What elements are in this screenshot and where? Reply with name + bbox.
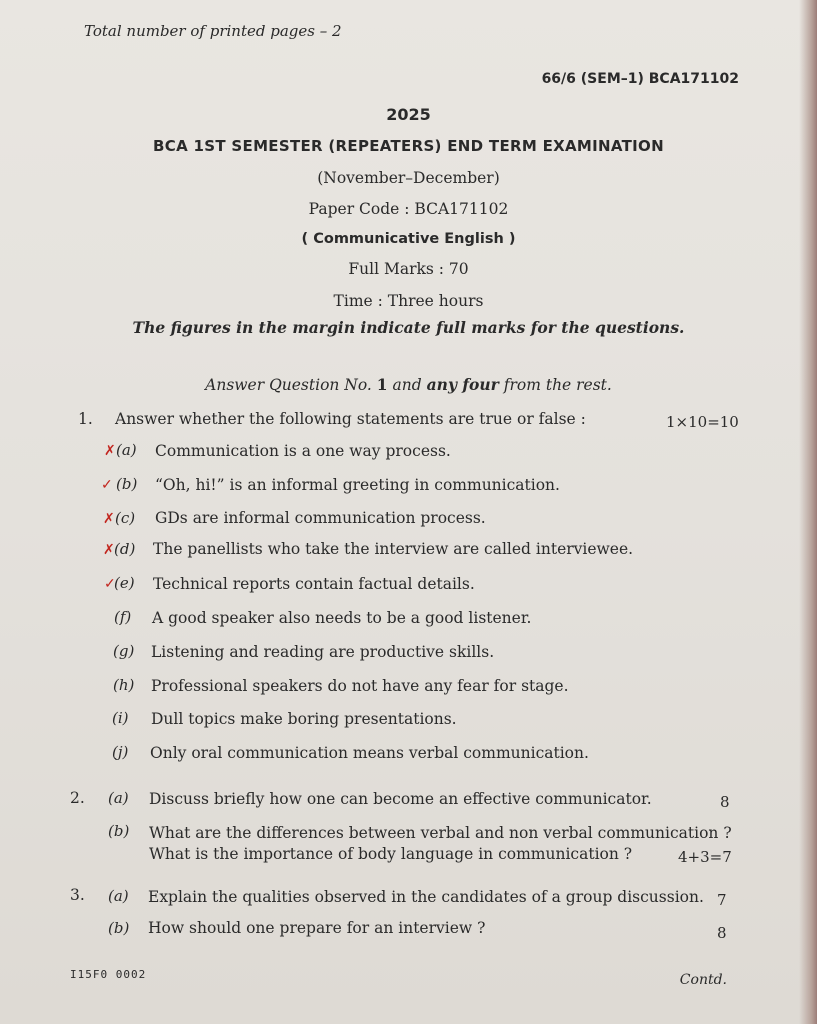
answer-mid: and [392,376,422,394]
q1-item-label: (a) [116,441,137,459]
answer-instruction [0,375,817,394]
q1-item-label: (d) [114,540,136,558]
exam-year: 2025 [386,105,431,124]
q3a-label: (a) [108,887,129,905]
time-allowed: Time : Three hours [333,292,484,310]
answer-bold: any four [426,375,499,394]
q2a-text: Discuss briefly how one can become an effective communicator. [149,790,652,808]
q2-number: 2. [70,789,85,807]
q1-item-text: The panellists who take the interview are called interviewee. [153,540,634,558]
q2b-text-2: What is the importance of body language in communication ? [149,845,633,863]
q3b-label: (b) [108,919,130,937]
exam-session: (November–December) [317,169,500,187]
q2b-text-1: What are the differences between verbal and non verbal communication ? [149,824,732,842]
q1-marks: 1×10=10 [666,413,739,431]
margin-instruction: The figures in the margin indicate full marks for the questions. [132,318,685,337]
cross-mark: ✗ [104,443,116,459]
q1-item-text: GDs are informal communication process. [155,509,486,527]
q1-item-label: (b) [116,475,138,493]
answer-number: 1 [376,375,388,394]
q1-item-label: (h) [113,676,135,694]
paper-id: 66/6 (SEM–1) BCA171102 [541,71,739,87]
q1-item-label: (j) [112,743,129,761]
q3a-text: Explain the qualities observed in the candidates of a group discussion. [148,888,704,906]
q1-item-text: Only oral communication means verbal communication. [150,744,589,762]
q1-item-label: (f) [114,608,132,626]
q1-item-text: A good speaker also needs to be a good listener. [152,609,532,627]
cross-mark: ✗ [103,511,115,527]
exam-title: BCA 1ST SEMESTER (REPEATERS) END TERM EXAMINATION [153,137,664,155]
continued-note: Contd. [679,972,727,988]
tick-mark: ✓ [101,477,113,493]
q1-item-text: “Oh, hi!” is an informal greeting in communication. [155,476,560,494]
q1-item-text: Professional speakers do not have any fear for stage. [151,677,569,695]
q3a-marks: 7 [717,891,727,909]
printed-pages-note: Total number of printed pages – 2 [84,22,342,40]
q3b-marks: 8 [717,924,727,942]
cross-mark: ✗ [103,542,115,558]
q2b-marks: 4+3=7 [678,848,732,866]
q1-item-text: Technical reports contain factual details. [153,575,475,593]
q2a-marks: 8 [720,793,730,811]
q2a-label: (a) [108,789,129,807]
q1-item-text: Communication is a one way process. [155,442,451,460]
answer-prefix: Answer Question No. [205,376,372,394]
q1-item-text: Listening and reading are productive skills. [151,643,495,661]
full-marks: Full Marks : 70 [348,260,469,278]
q1-item-text: Dull topics make boring presentations. [151,710,457,728]
footer-code: I15F0 0002 [70,968,147,981]
q3b-text: How should one prepare for an interview ? [148,919,486,937]
q3-number: 3. [70,886,85,904]
q2b-label: (b) [108,822,130,840]
q1-text: Answer whether the following statements are true or false : [115,410,586,428]
paper-code: Paper Code : BCA171102 [308,200,509,218]
tick-mark: ✓ [104,576,116,592]
answer-suffix: from the rest. [503,376,612,394]
q1-item-label: (i) [112,709,129,727]
q1-number: 1. [78,410,93,428]
subject-name: ( Communicative English ) [301,231,516,247]
q1-item-label: (e) [114,574,135,592]
q1-item-label: (g) [113,642,135,660]
q1-item-label: (c) [115,509,136,527]
